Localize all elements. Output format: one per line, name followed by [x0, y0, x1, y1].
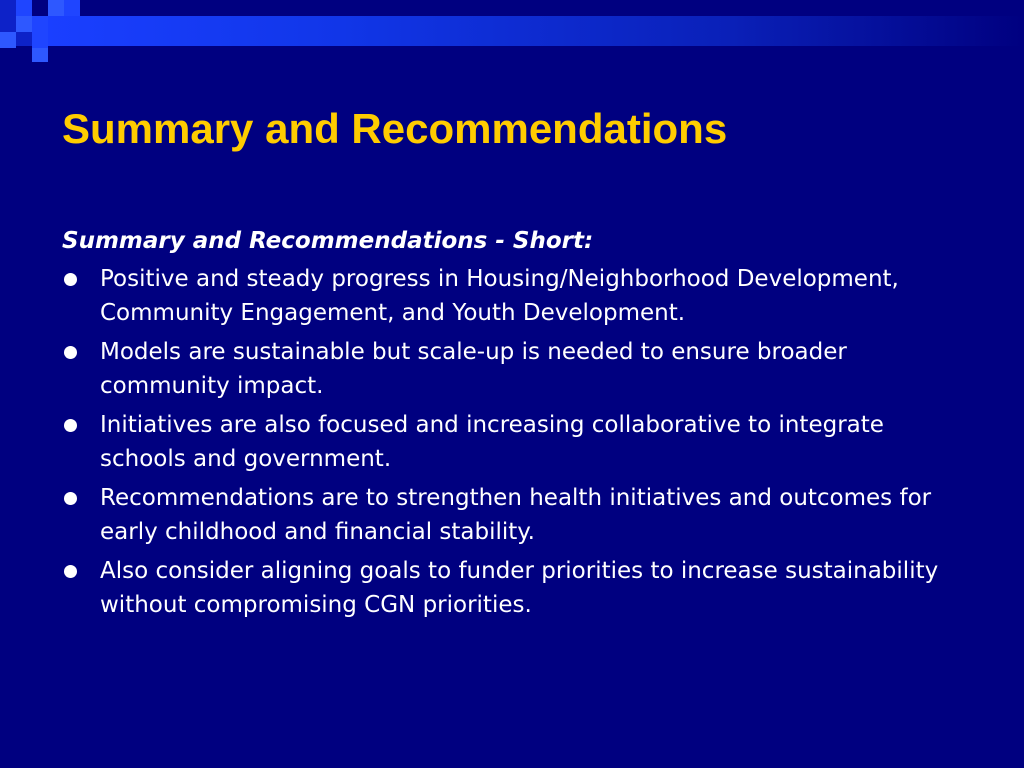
- bullet-text: Also consider aligning goals to funder priorities to increase sustainability without compromising CGN priorities.: [100, 558, 939, 618]
- bullet-dot-icon: [64, 419, 77, 432]
- bullet-item: [62, 482, 942, 549]
- bullet-dot-icon: [64, 273, 77, 286]
- bullet-text: Positive and steady progress in Housing/Neighborhood Development, Community Engagement, and Youth Development.: [100, 266, 899, 326]
- slide-subtitle: Summary and Recommendations - Short:: [62, 228, 594, 254]
- decor-square: [32, 32, 48, 48]
- decor-square: [16, 0, 32, 16]
- bullet-text: Initiatives are also focused and increasing collaborative to integrate schools and government.: [100, 412, 884, 472]
- decor-square: [0, 0, 16, 16]
- bullet-item: [62, 409, 942, 476]
- bullet-list: [62, 263, 942, 628]
- decor-square: [0, 16, 16, 32]
- decor-square: [64, 0, 80, 16]
- decor-square: [0, 32, 16, 48]
- bullet-text: Models are sustainable but scale-up is needed to ensure broader community impact.: [100, 339, 847, 399]
- header-gradient-bar: [48, 16, 1024, 46]
- decor-square: [32, 16, 48, 32]
- decor-square: [48, 0, 64, 16]
- bullet-item: [62, 336, 942, 403]
- decor-square: [16, 32, 32, 46]
- slide-title: Summary and Recommendations: [62, 105, 728, 152]
- decor-square: [32, 48, 48, 62]
- bullet-item: [62, 555, 942, 622]
- bullet-dot-icon: [64, 346, 77, 359]
- bullet-item: [62, 263, 942, 330]
- bullet-dot-icon: [64, 492, 77, 505]
- decor-square: [16, 16, 32, 32]
- bullet-dot-icon: [64, 565, 77, 578]
- bullet-text: Recommendations are to strengthen health initiatives and outcomes for early childhood and financial stability.: [100, 485, 932, 545]
